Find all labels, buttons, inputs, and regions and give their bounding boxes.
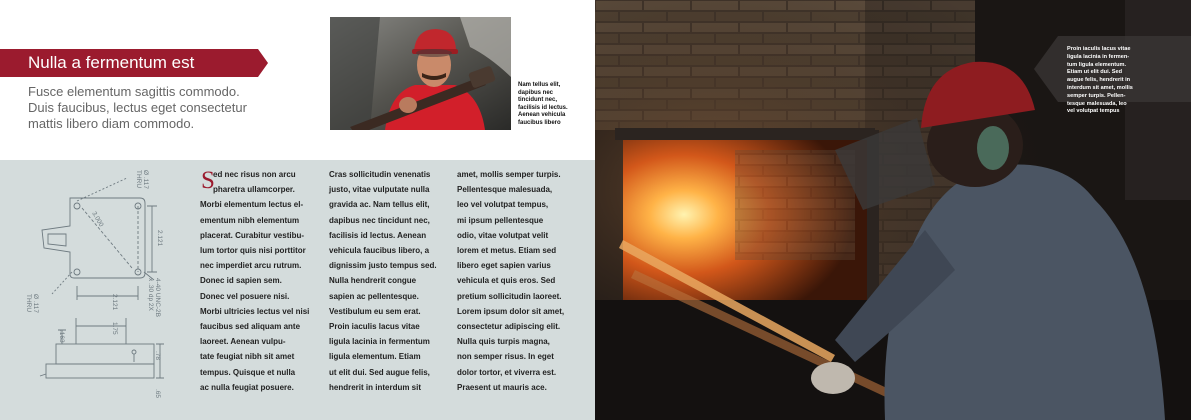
body-column-3 (457, 167, 577, 395)
body-line: gravida ac. Nam tellus elit, (329, 200, 430, 210)
body-line: Nulla quis turpis magna, (457, 337, 550, 347)
body-line: vehicula et quis eros. Sed (457, 276, 556, 286)
dim-label: 1.75 (111, 322, 118, 335)
photo-caption (518, 82, 578, 128)
body-column-1 (200, 167, 320, 395)
body-line: nec imperdiet arcu rutrum. (200, 261, 302, 271)
body-line: Proin iaculis lacus vitae (329, 322, 420, 332)
caption-line: tum ligula elementum. (1067, 61, 1127, 68)
body-line: vehicula faucibus libero, a (329, 246, 430, 256)
caption-line: ligula lacinia in fermen- (1067, 53, 1130, 60)
body-line: Praesent ut mauris ace. (457, 382, 547, 392)
dim-label: 4-40 UNC-2B (154, 278, 161, 318)
dim-label: .163 (58, 330, 65, 343)
intro-text (28, 84, 278, 132)
photo-caption-line: dapibus nec (518, 89, 554, 96)
body-line: Morbi elementum lectus el- (200, 200, 304, 210)
body-line: pretium sollicitudin laoreet. (457, 291, 562, 301)
dim-label: THRU (25, 294, 32, 313)
caption-line: Etiam ut elit dui. Sed (1067, 69, 1123, 76)
body-line: sapien ac pellentesque. (329, 291, 419, 301)
body-line: ligula lacinia in fermentum (329, 337, 430, 347)
dim-label: THRU (135, 170, 142, 189)
dim-label: Ø .117 (142, 170, 149, 190)
body-line: Donec id sapien sem. (200, 276, 282, 286)
caption-line: tesque malesuada, leo (1067, 100, 1127, 107)
intro-line: Duis faucibus, lectus eget consectetur (28, 100, 247, 115)
body-column-2 (329, 167, 449, 395)
body-line: justo, vitae vulputate nulla (329, 185, 430, 195)
dim-label: 3.000 (90, 210, 105, 229)
worker-photo (330, 17, 511, 130)
left-page (0, 0, 595, 420)
photo-caption-line: Aenean vehicula (518, 112, 566, 119)
title-banner (0, 49, 258, 77)
body-line: tate feugiat nibh sit amet (200, 352, 295, 362)
dim-label: .65 (154, 389, 161, 399)
technical-drawing (22, 168, 172, 408)
body-line: placerat. Curabitur vestibu- (200, 230, 305, 240)
worker-photo-graphic (330, 17, 511, 130)
photo-caption-line: tincidunt nec, (518, 97, 557, 104)
caption-line: semper turpis. Pellen- (1067, 92, 1126, 99)
photo-caption-line: Nam tellus elit, (518, 82, 561, 88)
drop-cap: S (201, 167, 215, 194)
caption-line: vel volutpat tempus (1067, 108, 1120, 115)
body-line: Morbi ultricies lectus vel nisi (200, 306, 310, 316)
body-line: laoreet. Aenean vulpu- (200, 337, 286, 347)
body-line: tempus. Quisque et nulla (200, 367, 296, 377)
body-line: dolor tortor, et viverra est. (457, 367, 557, 377)
body-line: non semper risus. In eget (457, 352, 554, 362)
body-line: facilisis id lectus. Aenean (329, 230, 427, 240)
dim-label: 2.121 (111, 294, 118, 311)
body-line: Lorem ipsum dolor sit amet, (457, 306, 565, 316)
body-line: ementum nibh elementum (200, 215, 300, 225)
body-line: pharetra ullamcorper. (213, 185, 295, 195)
body-line: leo vel volutpat tempus, (457, 200, 549, 210)
caption-line: augue felis, hendrerit in (1067, 77, 1131, 84)
body-line: Pellentesque malesuada, (457, 185, 553, 195)
caption-line: interdum sit amet, mollis (1067, 84, 1133, 91)
body-line: Nulla hendrerit congue (329, 276, 417, 286)
body-line: odio, vitae volutpat velit (457, 230, 549, 240)
caption-line: Proin iaculis lacus vitae (1067, 46, 1131, 52)
body-line: hendrerit in interdum sit (329, 382, 422, 392)
body-line: lum tortor quis nisi porttitor (200, 246, 306, 256)
intro-line: Fusce elementum sagittis commodo. (28, 84, 240, 99)
body-line: ed nec risus non arcu (213, 170, 296, 179)
body-line: ligula elementum. Etiam (329, 352, 421, 362)
body-line: consectetur adipiscing elit. (457, 322, 561, 332)
photo-caption-right (1067, 46, 1163, 116)
dim-label: x .30 dp 2X (147, 278, 154, 311)
body-line: amet, mollis semper turpis. (457, 170, 561, 179)
banner-title: Nulla a fermentum est (28, 53, 195, 72)
photo-caption-line: facilisis id lectus. (518, 104, 568, 111)
dim-label: 2.121 (156, 230, 163, 247)
body-line: mi ipsum pellentesque (457, 215, 544, 225)
intro-line: mattis libero diam commodo. (28, 116, 195, 131)
dim-label: Ø .117 (32, 294, 39, 314)
dim-label: .78 (154, 351, 161, 361)
body-line: dignissim justo tempus sed. (329, 261, 437, 271)
body-line: Cras sollicitudin venenatis (329, 170, 431, 179)
body-line: dapibus nec tincidunt nec, (329, 215, 430, 225)
body-line: lorem et metus. Etiam sed (457, 246, 557, 256)
photo-caption-line: faucibus libero (518, 119, 561, 126)
body-line: Donec vel posuere nisi. (200, 291, 290, 301)
body-line: libero eget sapien varius (457, 261, 551, 271)
body-line: Vestibulum eu sem erat. (329, 306, 421, 316)
body-line: ut elit dui. Sed augue felis, (329, 367, 430, 377)
body-line: faucibus sed aliquam ante (200, 322, 301, 332)
body-line: ac nulla feugiat posuere. (200, 382, 294, 392)
